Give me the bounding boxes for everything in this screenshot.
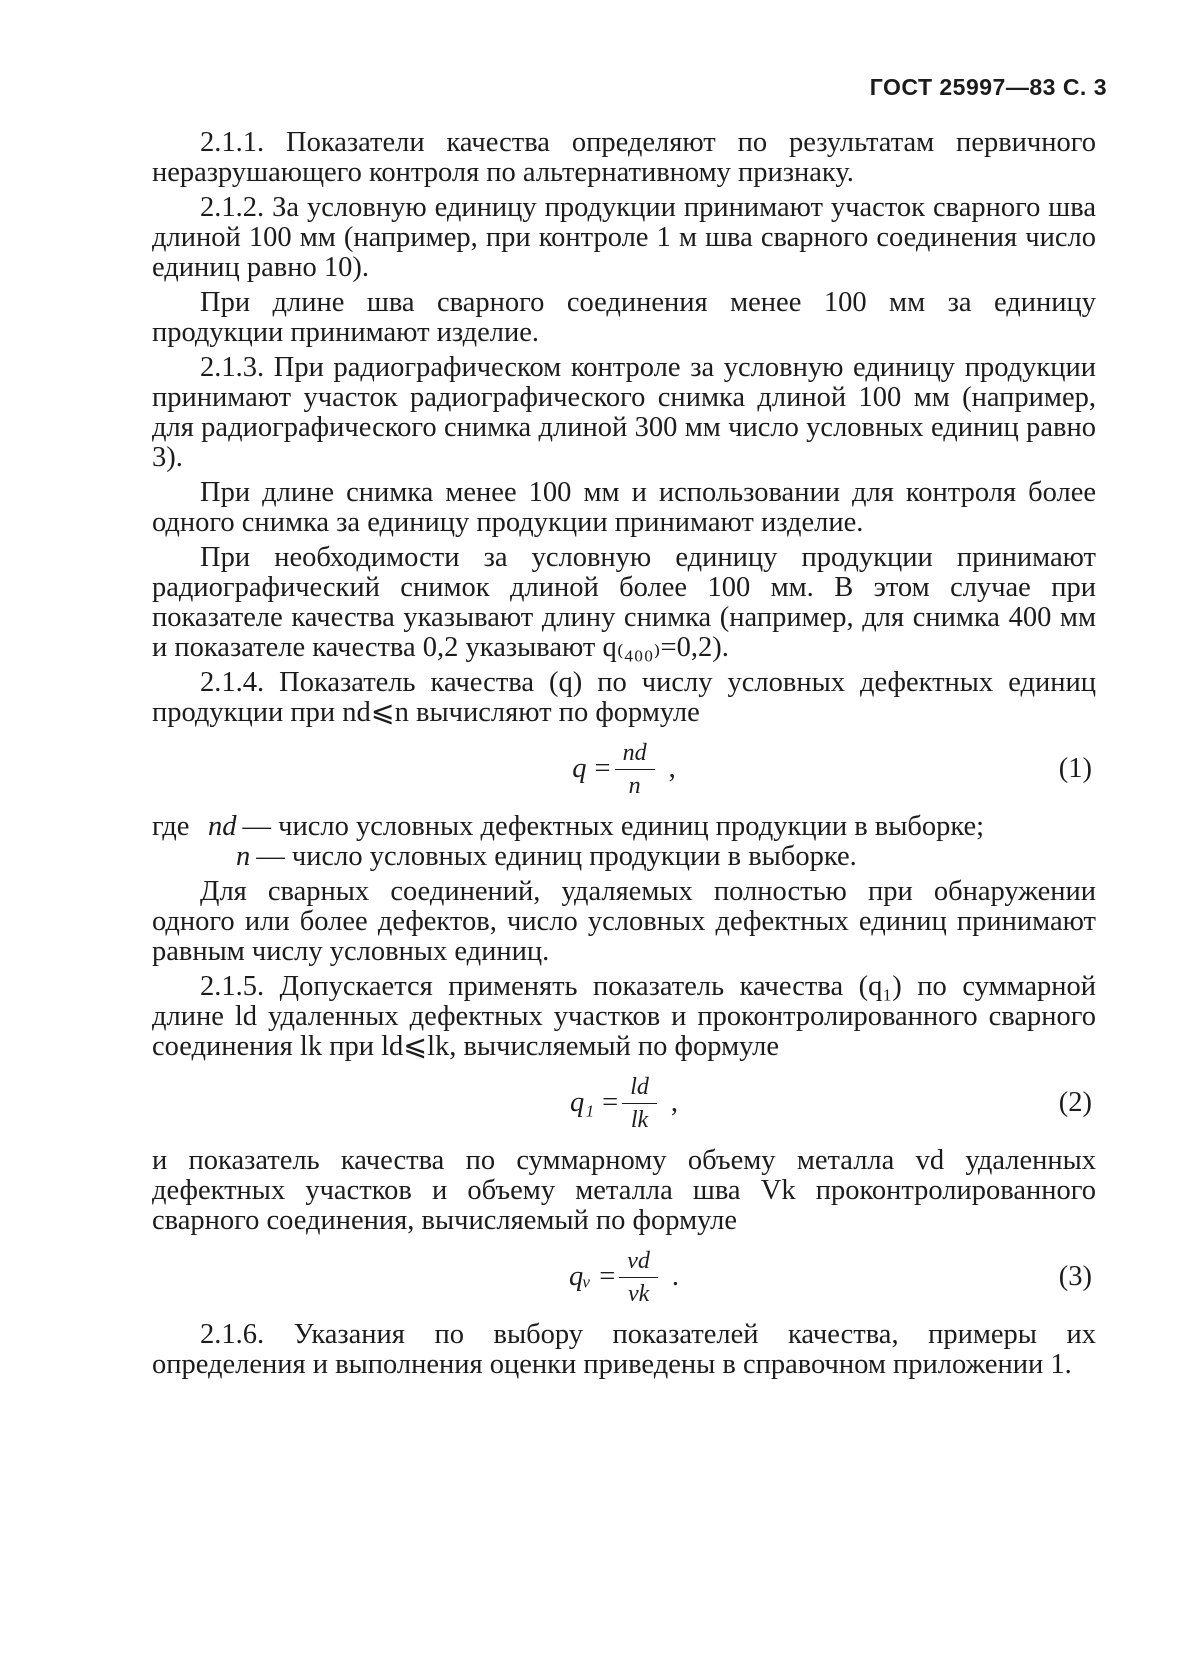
where-indent (152, 842, 236, 872)
formula-1-equals: = (594, 753, 611, 784)
paragraph-short-film-note: При длине снимка менее 100 мм и использовании для контроля более одного снимка за единицу продукции принимают изделие. (152, 477, 1096, 538)
paragraph-2-1-2: 2.1.2. За условную единицу продукции принимают участок сварного шва длиной 100 мм (например, при контроле 1 м шва сварного соединения число единиц равно 10). (152, 192, 1096, 283)
formula-3-lhs: qᵥ (568, 1261, 592, 1292)
formula-3-equals: = (599, 1261, 616, 1292)
formula-3-number: (3) (1058, 1261, 1092, 1292)
formula-1-lhs: q (572, 753, 587, 784)
where-lead: где (152, 811, 190, 842)
formula-2-lhs: q₁ (569, 1087, 595, 1118)
formula-1-number: (1) (1058, 753, 1092, 784)
where-symbol-n: n (236, 841, 251, 872)
formula-1-punctuation: , (668, 753, 676, 784)
where-text-n: — число условных единиц продукции в выборке. (256, 841, 857, 872)
where-list (152, 812, 1096, 872)
formula-3-punctuation: . (671, 1261, 680, 1292)
paragraph-2-1-3: 2.1.3. При радиографическом контроле за условную единицу продукции принимают участок радиографического снимка длиной 100 мм (например, для радиографического снимка длиной 300 мм число условных единиц равно 3). (152, 352, 1096, 473)
paragraph-length-note: При длине шва сварного соединения менее 100 мм за единицу продукции принимают изделие. (152, 287, 1096, 348)
formula-1-numerator: nd (615, 739, 655, 770)
paragraph-2-1-5: 2.1.5. Допускается применять показатель качества (q₁) по суммарной длине ld удаленных дефектных участков и проконтролированного сварного соединения lk при ld⩽lk, вычисляемый по формуле (152, 971, 1096, 1062)
document-body (152, 128, 1096, 1385)
paragraph-removed-joints: Для сварных соединений, удаляемых полностью при обнаружении одного или более дефектов, число условных дефектных единиц принимают равным числу условных единиц. (152, 876, 1096, 967)
formula-2-number: (2) (1058, 1087, 1092, 1118)
paragraph-2-1-4: 2.1.4. Показатель качества (q) по числу условных дефектных единиц продукции при nd⩽n вычисляют по формуле (152, 667, 1096, 728)
formula-3-denominator: vk (627, 1280, 650, 1307)
formula-1-denominator: n (628, 772, 641, 799)
where-symbol-nd: nd (208, 811, 237, 842)
formula-3 (152, 1242, 1096, 1312)
formula-1-fraction (615, 739, 655, 800)
paragraph-long-film-note: При необходимости за условную единицу продукции принимают радиографический снимок длиной более 100 мм. В этом случае при показателе качества указывают длину снимка (например, для снимка 400 мм и показателе качества 0,2 указывают q₍₄₀₀₎=0,2). (152, 542, 1096, 663)
formula-2 (152, 1068, 1096, 1138)
formula-3-fraction (619, 1247, 658, 1308)
where-row-n (152, 842, 1096, 872)
where-text-nd: — число условных дефектных единиц продукции в выборке; (242, 811, 985, 842)
paragraph-2-1-1: 2.1.1. Показатели качества определяют по результатам первичного неразрушающего контроля по альтернативному признаку. (152, 127, 1096, 188)
paragraph-2-1-6: 2.1.6. Указания по выбору показателей качества, примеры их определения и выполнения оценки приведены в справочном приложении 1. (152, 1319, 1096, 1380)
formula-2-fraction (622, 1073, 657, 1134)
paragraph-volume-index: и показатель качества по суммарному объему металла vd удаленных дефектных участков и объему металла шва Vk проконтролированного сварного соединения, вычисляемый по формуле (152, 1145, 1096, 1236)
formula-2-denominator: lk (630, 1106, 649, 1133)
formula-3-numerator: vd (619, 1247, 658, 1278)
formula-2-equals: = (602, 1087, 619, 1118)
where-row-nd (152, 812, 1096, 842)
formula-1 (152, 734, 1096, 804)
formula-2-punctuation: , (670, 1087, 679, 1118)
formula-2-numerator: ld (622, 1073, 657, 1104)
page-header: ГОСТ 25997—83 С. 3 (869, 74, 1107, 100)
